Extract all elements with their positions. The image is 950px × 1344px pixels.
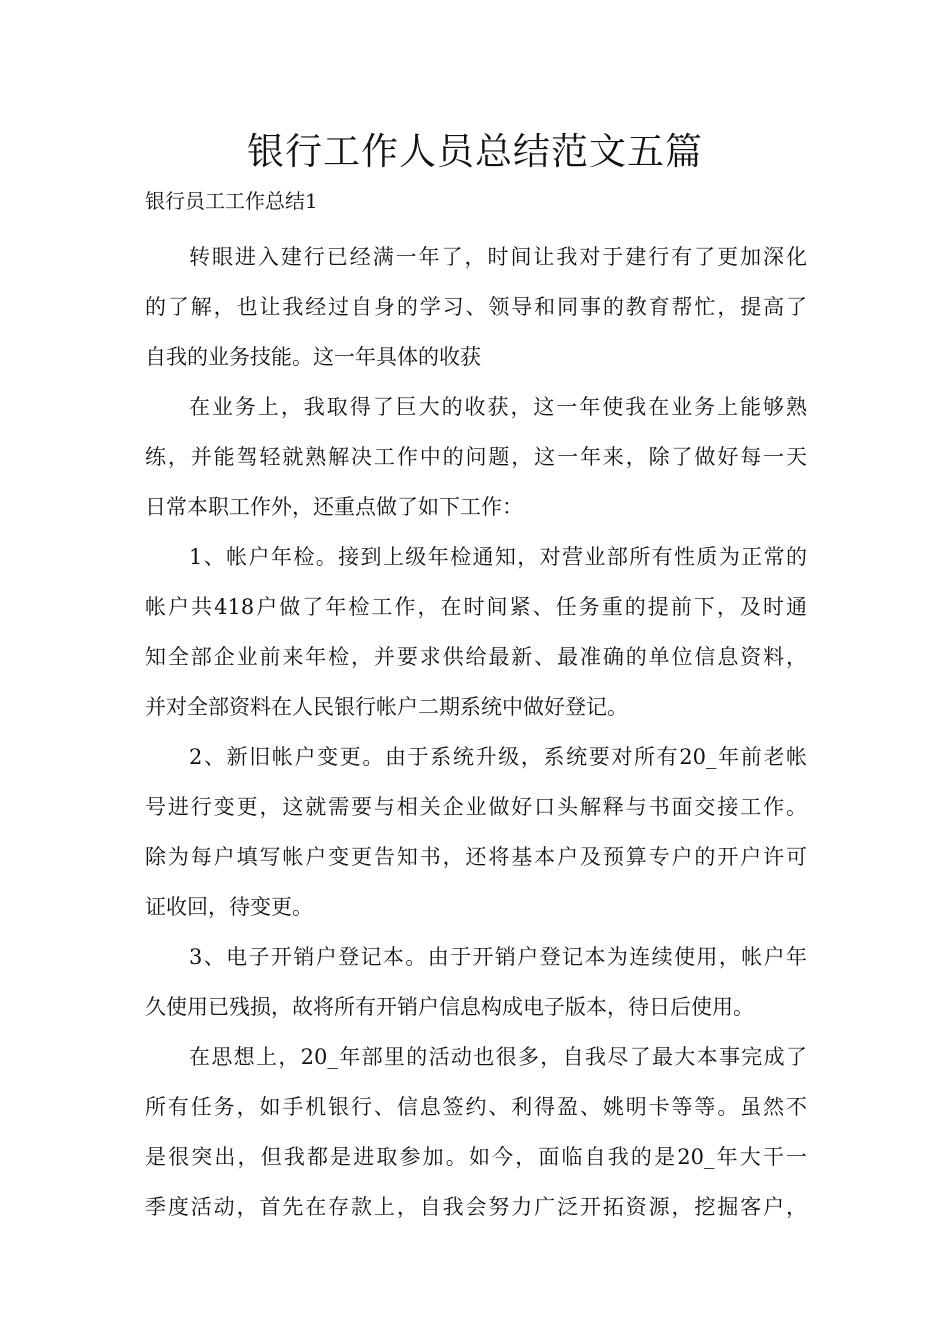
text-line: 转眼进入建行已经满一年了，时间让我对于建行有了更加深化	[189, 245, 807, 269]
text-line: 所有任务，如手机银行、信息签约、利得盈、姚明卡等等。虽然不	[145, 1095, 807, 1119]
document-body	[145, 232, 807, 1232]
text-line: 是很突出，但我都是进取参加。如今，面临自我的是20_年大干一	[145, 1145, 807, 1169]
text-line: 帐户共418户做了年检工作，在时间紧、任务重的提前下，及时通	[145, 595, 807, 619]
text-line: 在思想上，20_年部里的活动也很多，自我尽了最大本事完成了	[189, 1045, 807, 1069]
text-line: 的了解，也让我经过自身的学习、领导和同事的教育帮忙，提高了	[145, 295, 807, 319]
text-line: 1、帐户年检。接到上级年检通知，对营业部所有性质为正常的	[189, 545, 807, 569]
text-line: 证收回，待变更。	[145, 895, 313, 919]
text-line: 号进行变更，这就需要与相关企业做好口头解释与书面交接工作。	[145, 795, 807, 819]
text-line: 3、电子开销户登记本。由于开销户登记本为连续使用，帐户年	[189, 945, 807, 969]
text-line: 季度活动，首先在存款上，自我会努力广泛开拓资源，挖掘客户，	[145, 1195, 807, 1219]
text-line: 并对全部资料在人民银行帐户二期系统中做好登记。	[145, 695, 628, 719]
text-line: 除为每户填写帐户变更告知书，还将基本户及预算专户的开户许可	[145, 845, 807, 869]
text-line: 日常本职工作外，还重点做了如下工作：	[145, 495, 523, 519]
text-line: 2、新旧帐户变更。由于系统升级，系统要对所有20_年前老帐	[189, 745, 807, 769]
text-line: 自我的业务技能。这一年具体的收获	[145, 345, 481, 369]
document-title: 银行工作人员总结范文五篇	[247, 130, 703, 173]
text-line: 久使用已残损，故将所有开销户信息构成电子版本，待日后使用。	[145, 995, 754, 1019]
text-line: 知全部企业前来年检，并要求供给最新、最准确的单位信息资料，	[145, 645, 807, 669]
section-heading: 银行员工工作总结1	[145, 189, 318, 213]
text-line: 练，并能驾轻就熟解决工作中的问题，这一年来，除了做好每一天	[145, 445, 807, 469]
text-line: 在业务上，我取得了巨大的收获，这一年使我在业务上能够熟	[189, 395, 807, 419]
